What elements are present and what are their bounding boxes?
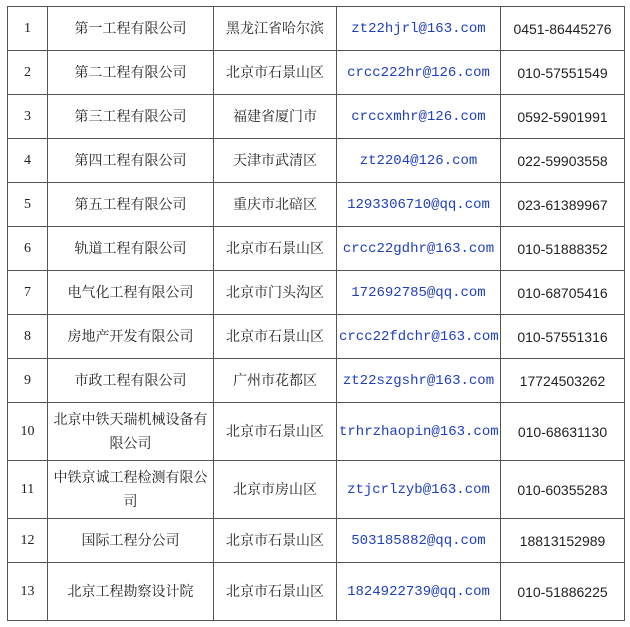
location: 重庆市北碚区 xyxy=(214,183,337,227)
table-row xyxy=(8,227,625,271)
company-name: 第五工程有限公司 xyxy=(48,183,214,227)
table-row xyxy=(8,183,625,227)
email-link[interactable]: crccxmhr@126.com xyxy=(337,95,501,139)
location: 福建省厦门市 xyxy=(214,95,337,139)
table-row xyxy=(8,139,625,183)
row-number: 1 xyxy=(8,7,48,51)
location: 北京市石景山区 xyxy=(214,563,337,621)
table-row xyxy=(8,403,625,461)
phone-number: 010-57551549 xyxy=(501,51,625,95)
phone-number: 010-68631130 xyxy=(501,403,625,461)
row-number: 9 xyxy=(8,359,48,403)
email-link[interactable]: ztjcrlzyb@163.com xyxy=(337,461,501,519)
email-link[interactable]: zt22hjrl@163.com xyxy=(337,7,501,51)
row-number: 5 xyxy=(8,183,48,227)
phone-number: 023-61389967 xyxy=(501,183,625,227)
location: 北京市石景山区 xyxy=(214,519,337,563)
email-link[interactable]: 172692785@qq.com xyxy=(337,271,501,315)
email-link[interactable]: crcc222hr@126.com xyxy=(337,51,501,95)
row-number: 2 xyxy=(8,51,48,95)
table-row xyxy=(8,563,625,621)
company-name: 中铁京诚工程检测有限公司 xyxy=(48,461,214,519)
email-link[interactable]: 503185882@qq.com xyxy=(337,519,501,563)
location: 北京市石景山区 xyxy=(214,315,337,359)
email-link[interactable]: crcc22fdchr@163.com xyxy=(337,315,501,359)
company-name: 市政工程有限公司 xyxy=(48,359,214,403)
email-link[interactable]: 1824922739@qq.com xyxy=(337,563,501,621)
company-name: 电气化工程有限公司 xyxy=(48,271,214,315)
company-name: 第四工程有限公司 xyxy=(48,139,214,183)
location: 天津市武清区 xyxy=(214,139,337,183)
company-name: 第二工程有限公司 xyxy=(48,51,214,95)
company-name: 第一工程有限公司 xyxy=(48,7,214,51)
table-row xyxy=(8,51,625,95)
row-number: 13 xyxy=(8,563,48,621)
table-row xyxy=(8,271,625,315)
location: 北京市门头沟区 xyxy=(214,271,337,315)
location: 广州市花都区 xyxy=(214,359,337,403)
row-number: 10 xyxy=(8,403,48,461)
row-number: 8 xyxy=(8,315,48,359)
phone-number: 0592-5901991 xyxy=(501,95,625,139)
email-link[interactable]: zt22szgshr@163.com xyxy=(337,359,501,403)
location: 北京市石景山区 xyxy=(214,403,337,461)
email-link[interactable]: zt2204@126.com xyxy=(337,139,501,183)
table-row xyxy=(8,519,625,563)
company-name: 国际工程分公司 xyxy=(48,519,214,563)
phone-number: 0451-86445276 xyxy=(501,7,625,51)
company-name: 北京中铁天瑞机械设备有限公司 xyxy=(48,403,214,461)
contact-table-body xyxy=(8,7,625,621)
email-link[interactable]: 1293306710@qq.com xyxy=(337,183,501,227)
phone-number: 010-51888352 xyxy=(501,227,625,271)
phone-number: 17724503262 xyxy=(501,359,625,403)
table-row xyxy=(8,359,625,403)
row-number: 6 xyxy=(8,227,48,271)
phone-number: 010-60355283 xyxy=(501,461,625,519)
row-number: 12 xyxy=(8,519,48,563)
email-link[interactable]: trhrzhaopin@163.com xyxy=(337,403,501,461)
table-row xyxy=(8,95,625,139)
company-name: 轨道工程有限公司 xyxy=(48,227,214,271)
location: 北京市石景山区 xyxy=(214,51,337,95)
contact-table xyxy=(7,6,625,621)
phone-number: 010-57551316 xyxy=(501,315,625,359)
row-number: 7 xyxy=(8,271,48,315)
location: 北京市房山区 xyxy=(214,461,337,519)
row-number: 3 xyxy=(8,95,48,139)
row-number: 11 xyxy=(8,461,48,519)
table-row xyxy=(8,7,625,51)
email-link[interactable]: crcc22gdhr@163.com xyxy=(337,227,501,271)
phone-number: 010-51886225 xyxy=(501,563,625,621)
phone-number: 010-68705416 xyxy=(501,271,625,315)
row-number: 4 xyxy=(8,139,48,183)
company-name: 北京工程勘察设计院 xyxy=(48,563,214,621)
table-row xyxy=(8,315,625,359)
phone-number: 022-59903558 xyxy=(501,139,625,183)
phone-number: 18813152989 xyxy=(501,519,625,563)
company-name: 房地产开发有限公司 xyxy=(48,315,214,359)
company-name: 第三工程有限公司 xyxy=(48,95,214,139)
location: 北京市石景山区 xyxy=(214,227,337,271)
table-row xyxy=(8,461,625,519)
location: 黑龙江省哈尔滨 xyxy=(214,7,337,51)
